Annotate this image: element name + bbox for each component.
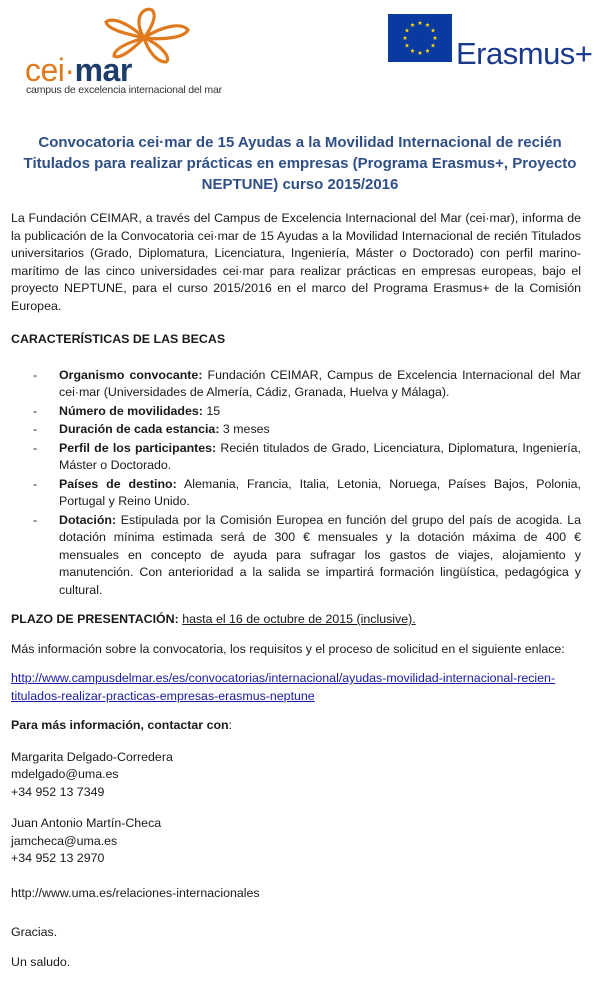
contact-heading-line bbox=[11, 717, 581, 735]
feature-text: Fundación CEIMAR, Campus de Excelencia Internacional del Mar cei·mar (Universidades de Almería, Cádiz, Granada, Huelva y Málaga). bbox=[59, 367, 581, 399]
contact-name: Margarita Delgado-Corredera bbox=[11, 749, 173, 764]
feature-text: Estipulada por la Comisión Europea en función del grupo del país de acogida. La dotación mínima estimada será de 300 € mensuales y la dotación máxima de 400 € mensuales en concepto de ayuda para sufragar los gastos de viajes, alojamiento y manutención. Con anterioridad a la salida se impartirá formación lingüística, pedagógica y cultural. bbox=[59, 512, 581, 597]
page-header bbox=[0, 0, 600, 100]
list-item bbox=[33, 367, 581, 402]
eu-star-icon bbox=[431, 28, 436, 32]
list-dash: - bbox=[33, 440, 38, 455]
feature-label: Duración de cada estancia: bbox=[59, 422, 220, 436]
deadline-line bbox=[11, 611, 581, 629]
feature-label: Países de destino: bbox=[59, 476, 177, 491]
eu-star-icon bbox=[410, 23, 415, 27]
eu-star-icon bbox=[405, 43, 410, 47]
page-title bbox=[20, 132, 580, 195]
farewell-line: Un saludo. bbox=[11, 954, 71, 969]
eu-star-icon bbox=[425, 49, 430, 53]
feature-text: 15 bbox=[202, 403, 221, 418]
deadline-label: PLAZO DE PRESENTACIÓN: bbox=[11, 612, 179, 626]
contact-card bbox=[11, 815, 581, 868]
contact-phone: +34 952 13 2970 bbox=[11, 851, 105, 865]
contact-name: Juan Antonio Martín-Checa bbox=[11, 816, 162, 830]
more-info-text: Más información sobre la convocatoria, los requisitos y el proceso de solicitud en el siguiente enlace: bbox=[11, 641, 565, 656]
feature-text: 3 meses bbox=[219, 422, 270, 436]
list-dash: - bbox=[33, 403, 38, 418]
contact-heading-colon: : bbox=[228, 718, 233, 732]
eu-star-icon bbox=[405, 28, 410, 32]
list-dash: - bbox=[33, 422, 38, 436]
intro-paragraph: La Fundación CEIMAR, a través del Campus de Excelencia Internacional del Mar (cei·mar), informa de la publicación de la Convocatoria cei·mar de 15 Ayudas a la Movilidad Internacional de recién Titulados universitarios (Grado, Diplomatura, Licenciatura, Ingeniería, Máster o Doctorado) con perfil marino-marítimo de las cinco universidades cei·mar para realizar prácticas en empresas europeas, bajo el proyecto NEPTUNE, para el curso 2015/2016 en el marco del Programa Erasmus+ de la Comisión Europea. bbox=[11, 211, 581, 313]
list-item bbox=[33, 403, 581, 421]
title-line: Convocatoria cei·mar de 15 Ayudas a la Movilidad Internacional de recién bbox=[38, 134, 562, 151]
eu-star-icon bbox=[418, 21, 423, 25]
website-line[interactable]: http://www.uma.es/relaciones-internacionales bbox=[11, 885, 260, 900]
ceimar-subtitle: campus de excelencia internacional del mar bbox=[26, 84, 222, 96]
thanks-line: Gracias. bbox=[11, 925, 58, 939]
title-line: Titulados para realizar prácticas en empresas (Programa Erasmus+, Proyecto bbox=[23, 155, 577, 172]
ceimar-wordmark: cei·mar bbox=[25, 52, 132, 88]
eu-star-icon bbox=[433, 36, 438, 40]
contact-heading: Para más información, contactar con bbox=[11, 718, 229, 732]
ceimar-logo bbox=[22, 4, 222, 96]
feature-text: Alemania, Francia, Italia, Letonia, Noruega, Países Bajos, Polonia, Portugal y Reino Unido. bbox=[59, 476, 581, 508]
erasmus-logo bbox=[388, 14, 593, 74]
contact-email[interactable]: mdelgado@uma.es bbox=[11, 767, 119, 781]
feature-label: Número de movilidades: bbox=[59, 403, 203, 418]
eu-flag-icon bbox=[388, 14, 452, 62]
features-list bbox=[11, 367, 581, 600]
convocatoria-link[interactable]: http://www.campusdelmar.es/es/convocatorias/internacional/ayudas-movilidad-internacional-recien-titulados-realizar-practicas-empresas-erasmus-neptune bbox=[11, 671, 556, 703]
eu-star-icon bbox=[425, 23, 430, 27]
features-heading: CARACTERÍSTICAS DE LAS BECAS bbox=[11, 332, 226, 346]
contact-email[interactable]: jamcheca@uma.es bbox=[11, 833, 118, 848]
document-body bbox=[11, 210, 581, 971]
eu-star-icon bbox=[431, 43, 436, 47]
feature-label: Organismo convocante: bbox=[59, 367, 203, 382]
list-item bbox=[33, 476, 581, 511]
feature-label: Dotación: bbox=[59, 512, 117, 527]
list-item bbox=[33, 421, 581, 439]
list-dash: - bbox=[33, 512, 38, 527]
feature-label: Perfil de los participantes: bbox=[59, 440, 217, 455]
feature-text: Recién titulados de Grado, Licenciatura, Diplomatura, Ingeniería, Máster o Doctorado. bbox=[59, 440, 581, 472]
list-dash: - bbox=[33, 476, 38, 491]
contact-card bbox=[11, 749, 581, 802]
eu-star-icon bbox=[403, 36, 408, 40]
list-item bbox=[33, 512, 581, 600]
list-dash: - bbox=[33, 367, 38, 382]
contact-phone: +34 952 13 7349 bbox=[11, 784, 105, 799]
title-line: NEPTUNE) curso 2015/2016 bbox=[201, 176, 399, 193]
eu-star-icon bbox=[418, 51, 423, 55]
eu-star-icon bbox=[410, 49, 415, 53]
deadline-value: hasta el 16 de octubre de 2015 (inclusive). bbox=[182, 612, 416, 626]
erasmus-wordmark: Erasmus+ bbox=[456, 36, 593, 71]
list-item bbox=[33, 440, 581, 475]
link-paragraph bbox=[11, 670, 581, 705]
